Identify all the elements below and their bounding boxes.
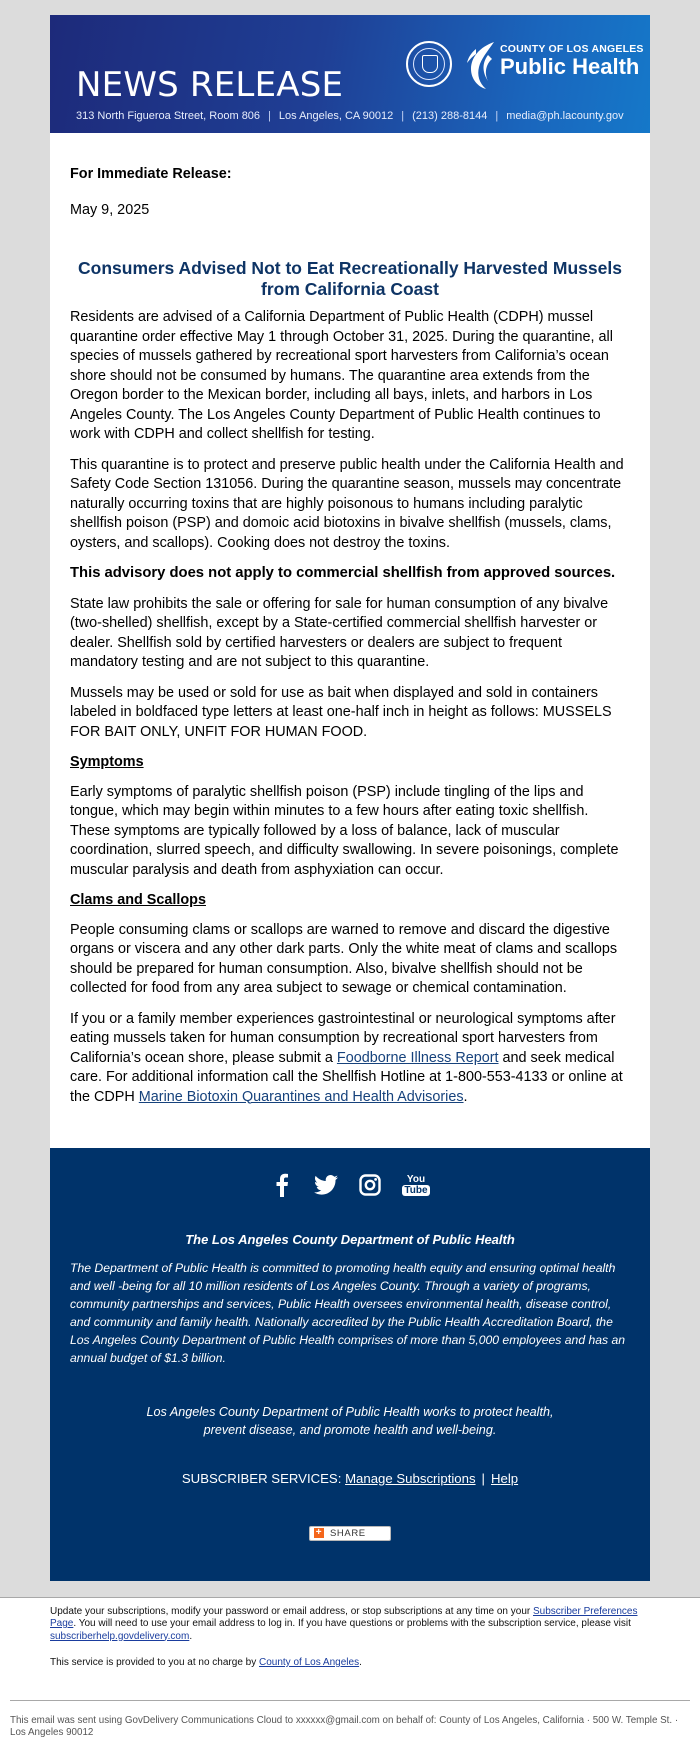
youtube-tube-text: Tube <box>404 1184 428 1196</box>
contact-address: 313 North Figueroa Street, Room 806 <box>76 110 261 122</box>
legal-text-a: Update your subscriptions, modify your password or email address, or stop subscriptions at any time on your <box>50 1605 533 1617</box>
news-release-header <box>50 15 650 133</box>
instagram-icon[interactable] <box>357 1172 383 1198</box>
contact-text-b: and seek medical care. For additional information call the Shellfish Hotline at 1-800-553-4133 or online at the CDPH <box>70 1049 623 1105</box>
subscriber-services-label: SUBSCRIBER SERVICES: <box>181 1471 346 1486</box>
contact-divider: | <box>495 110 499 122</box>
paragraph-contact <box>70 1010 630 1108</box>
legal-preferences <box>50 1606 650 1644</box>
social-links <box>70 1172 630 1198</box>
youtube-icon[interactable] <box>401 1172 431 1198</box>
contact-text-c: . <box>463 1088 468 1105</box>
release-label: For Immediate Release: <box>70 166 232 182</box>
subscriber-preferences-link[interactable]: Subscriber Preferences Page <box>50 1605 638 1629</box>
contact-line <box>76 110 624 122</box>
paragraph-symptoms: Early symptoms of paralytic shellfish poison (PSP) include tingling of the lips and tongue, which may begin within minutes to a few hours after eating toxic shellfish. These symptoms are typically followed by a loss of balance, lack of muscular coordination, slurred speech, and difficulty swallowing. In severe poisonings, complete muscular paralysis and death from asphyxiation can occur. <box>70 783 619 878</box>
manage-subscriptions-link[interactable]: Manage Subscriptions <box>345 1471 476 1486</box>
legal-text-b: . You will need to use your email address to log in. If you have questions or problems with the subscription service, please visit <box>73 1618 631 1629</box>
contact-divider: | <box>401 110 405 122</box>
contact-email[interactable]: media@ph.lacounty.gov <box>506 110 624 122</box>
subscriber-services <box>70 1471 630 1486</box>
help-link[interactable]: Help <box>490 1471 519 1486</box>
legal-provided <box>50 1657 650 1670</box>
subscriber-help-link[interactable]: subscriberhelp.govdelivery.com <box>50 1630 190 1642</box>
county-link[interactable]: County of Los Angeles <box>259 1657 360 1668</box>
legal-text-c: . <box>189 1630 193 1642</box>
mission-line-1: Los Angeles County Department of Public Health works to protect health, <box>146 1405 554 1419</box>
subscriber-divider: | <box>481 1471 485 1486</box>
public-health-logo <box>500 43 644 79</box>
department-mission <box>70 1403 630 1439</box>
paragraph-bait: Mussels may be used or sold for use as bait when displayed and sold in containers labeled in boldfaced type letters at least one-half inch in height as follows: MUSSELS FOR BAIT ONLY, UNFIT FOR HUMAN FOOD. <box>70 684 612 740</box>
legal-footer <box>0 1598 700 1692</box>
release-date: May 9, 2025 <box>70 201 150 218</box>
clams-heading: Clams and Scallops <box>70 892 206 908</box>
share-plus-icon: + <box>315 1527 323 1538</box>
release-headline: Consumers Advised Not to Eat Recreationally Harvested Mussels from California Coast <box>78 258 622 299</box>
public-health-flame-icon <box>464 39 500 91</box>
page-title: NEWS RELEASE <box>76 65 344 105</box>
paragraph-quarantine: Residents are advised of a California Department of Public Health (CDPH) mussel quarantine order effective May 1 through October 31, 2025. During the quarantine, all species of mussels gathered by recreational sport harvesters from California’s ocean shore should not be consumed by humans. The quarantine area extends from the Oregon border to the Mexican border, including all bays, inlets, and harbors in Los Angeles County. The Los Angeles County Department of Public Health continues to work with CDPH and collect shellfish for testing. <box>70 309 613 442</box>
paragraph-health-code: This quarantine is to protect and preserve public health under the California Health and Safety Code Section 131056. During the quarantine season, mussels may concentrate naturally occurring toxins that are highly poisonous to humans including paralytic shellfish poison (PSP) and domoic acid biotoxins in bivalve shellfish (mussels, clams, oysters, and scallops). Cooking does not destroy the toxins. <box>70 456 624 551</box>
contact-text-a: If you or a family member experiences gastrointestinal or neurological symptoms after eating mussels taken for human consumption by recreational sport harvesters from California’s ocean shore, please submit a <box>70 1010 616 1066</box>
youtube-you-text: You <box>406 1173 426 1185</box>
logo-public-health-text: Public Health <box>500 54 640 79</box>
twitter-icon[interactable] <box>313 1172 339 1198</box>
release-body <box>50 133 650 1148</box>
logo-county-text: COUNTY OF LOS ANGELES <box>500 43 644 55</box>
county-seal-icon <box>406 41 452 87</box>
legal-provided-text: This service is provided to you at no charge by <box>50 1657 259 1668</box>
foodborne-illness-link[interactable]: Foodborne Illness Report <box>336 1049 499 1066</box>
advisory-note: This advisory does not apply to commercial shellfish from approved sources. <box>70 565 616 581</box>
contact-city: Los Angeles, CA 90012 <box>278 110 394 122</box>
legal-gap <box>50 1684 650 1692</box>
sent-notice: This email was sent using GovDelivery Communications Cloud to xxxxxx@gmail.com on behalf of: County of Los Angeles, California · 500 W. Temple St. · Los Angeles 90012 <box>10 1714 679 1738</box>
footer-band <box>50 1148 650 1581</box>
email-card <box>50 15 650 1581</box>
symptoms-heading: Symptoms <box>70 754 144 770</box>
legal-provided-end: . <box>359 1657 362 1668</box>
facebook-icon[interactable] <box>269 1172 295 1198</box>
paragraph-state-law: State law prohibits the sale or offering for sale for human consumption of any bivalve (two-shelled) shellfish, except by a State-certified commercial shellfish harvester or dealer. Shellfish sold by certified harvesters or dealers are subject to frequent mandatory testing and are not subject to this quarantine. <box>70 595 609 670</box>
contact-phone: (213) 288-8144 <box>412 110 488 122</box>
department-about: The Department of Public Health is committed to promoting health equity and ensuring optimal health and well -being for all 10 million residents of Los Angeles County. Through a variety of programs, community partnerships and services, Public Health oversees environmental health, disease control, and community and family health. Nationally accredited by the Public Health Accreditation Board, the Los Angeles County Department of Public Health comprises of more than 5,000 employees and has an annual budget of $1.3 billion. <box>70 1261 626 1365</box>
contact-divider: | <box>268 110 271 122</box>
marine-biotoxin-link[interactable]: Marine Biotoxin Quarantines and Health Advisories <box>138 1088 464 1105</box>
paragraph-clams: People consuming clams or scallops are warned to remove and discard the digestive organs or viscera and any other dark parts. Only the white meat of clams and scallops should be prepared for human consumption. Also, bivalve shellfish should not be collected for food from any area subject to sewage or chemical contamination. <box>70 921 618 996</box>
share-button[interactable] <box>309 1526 391 1541</box>
share-label: SHARE <box>330 1527 366 1539</box>
mission-line-2: prevent disease, and promote health and well-being. <box>203 1423 497 1437</box>
department-name: The Los Angeles County Department of Public Health <box>185 1232 515 1247</box>
